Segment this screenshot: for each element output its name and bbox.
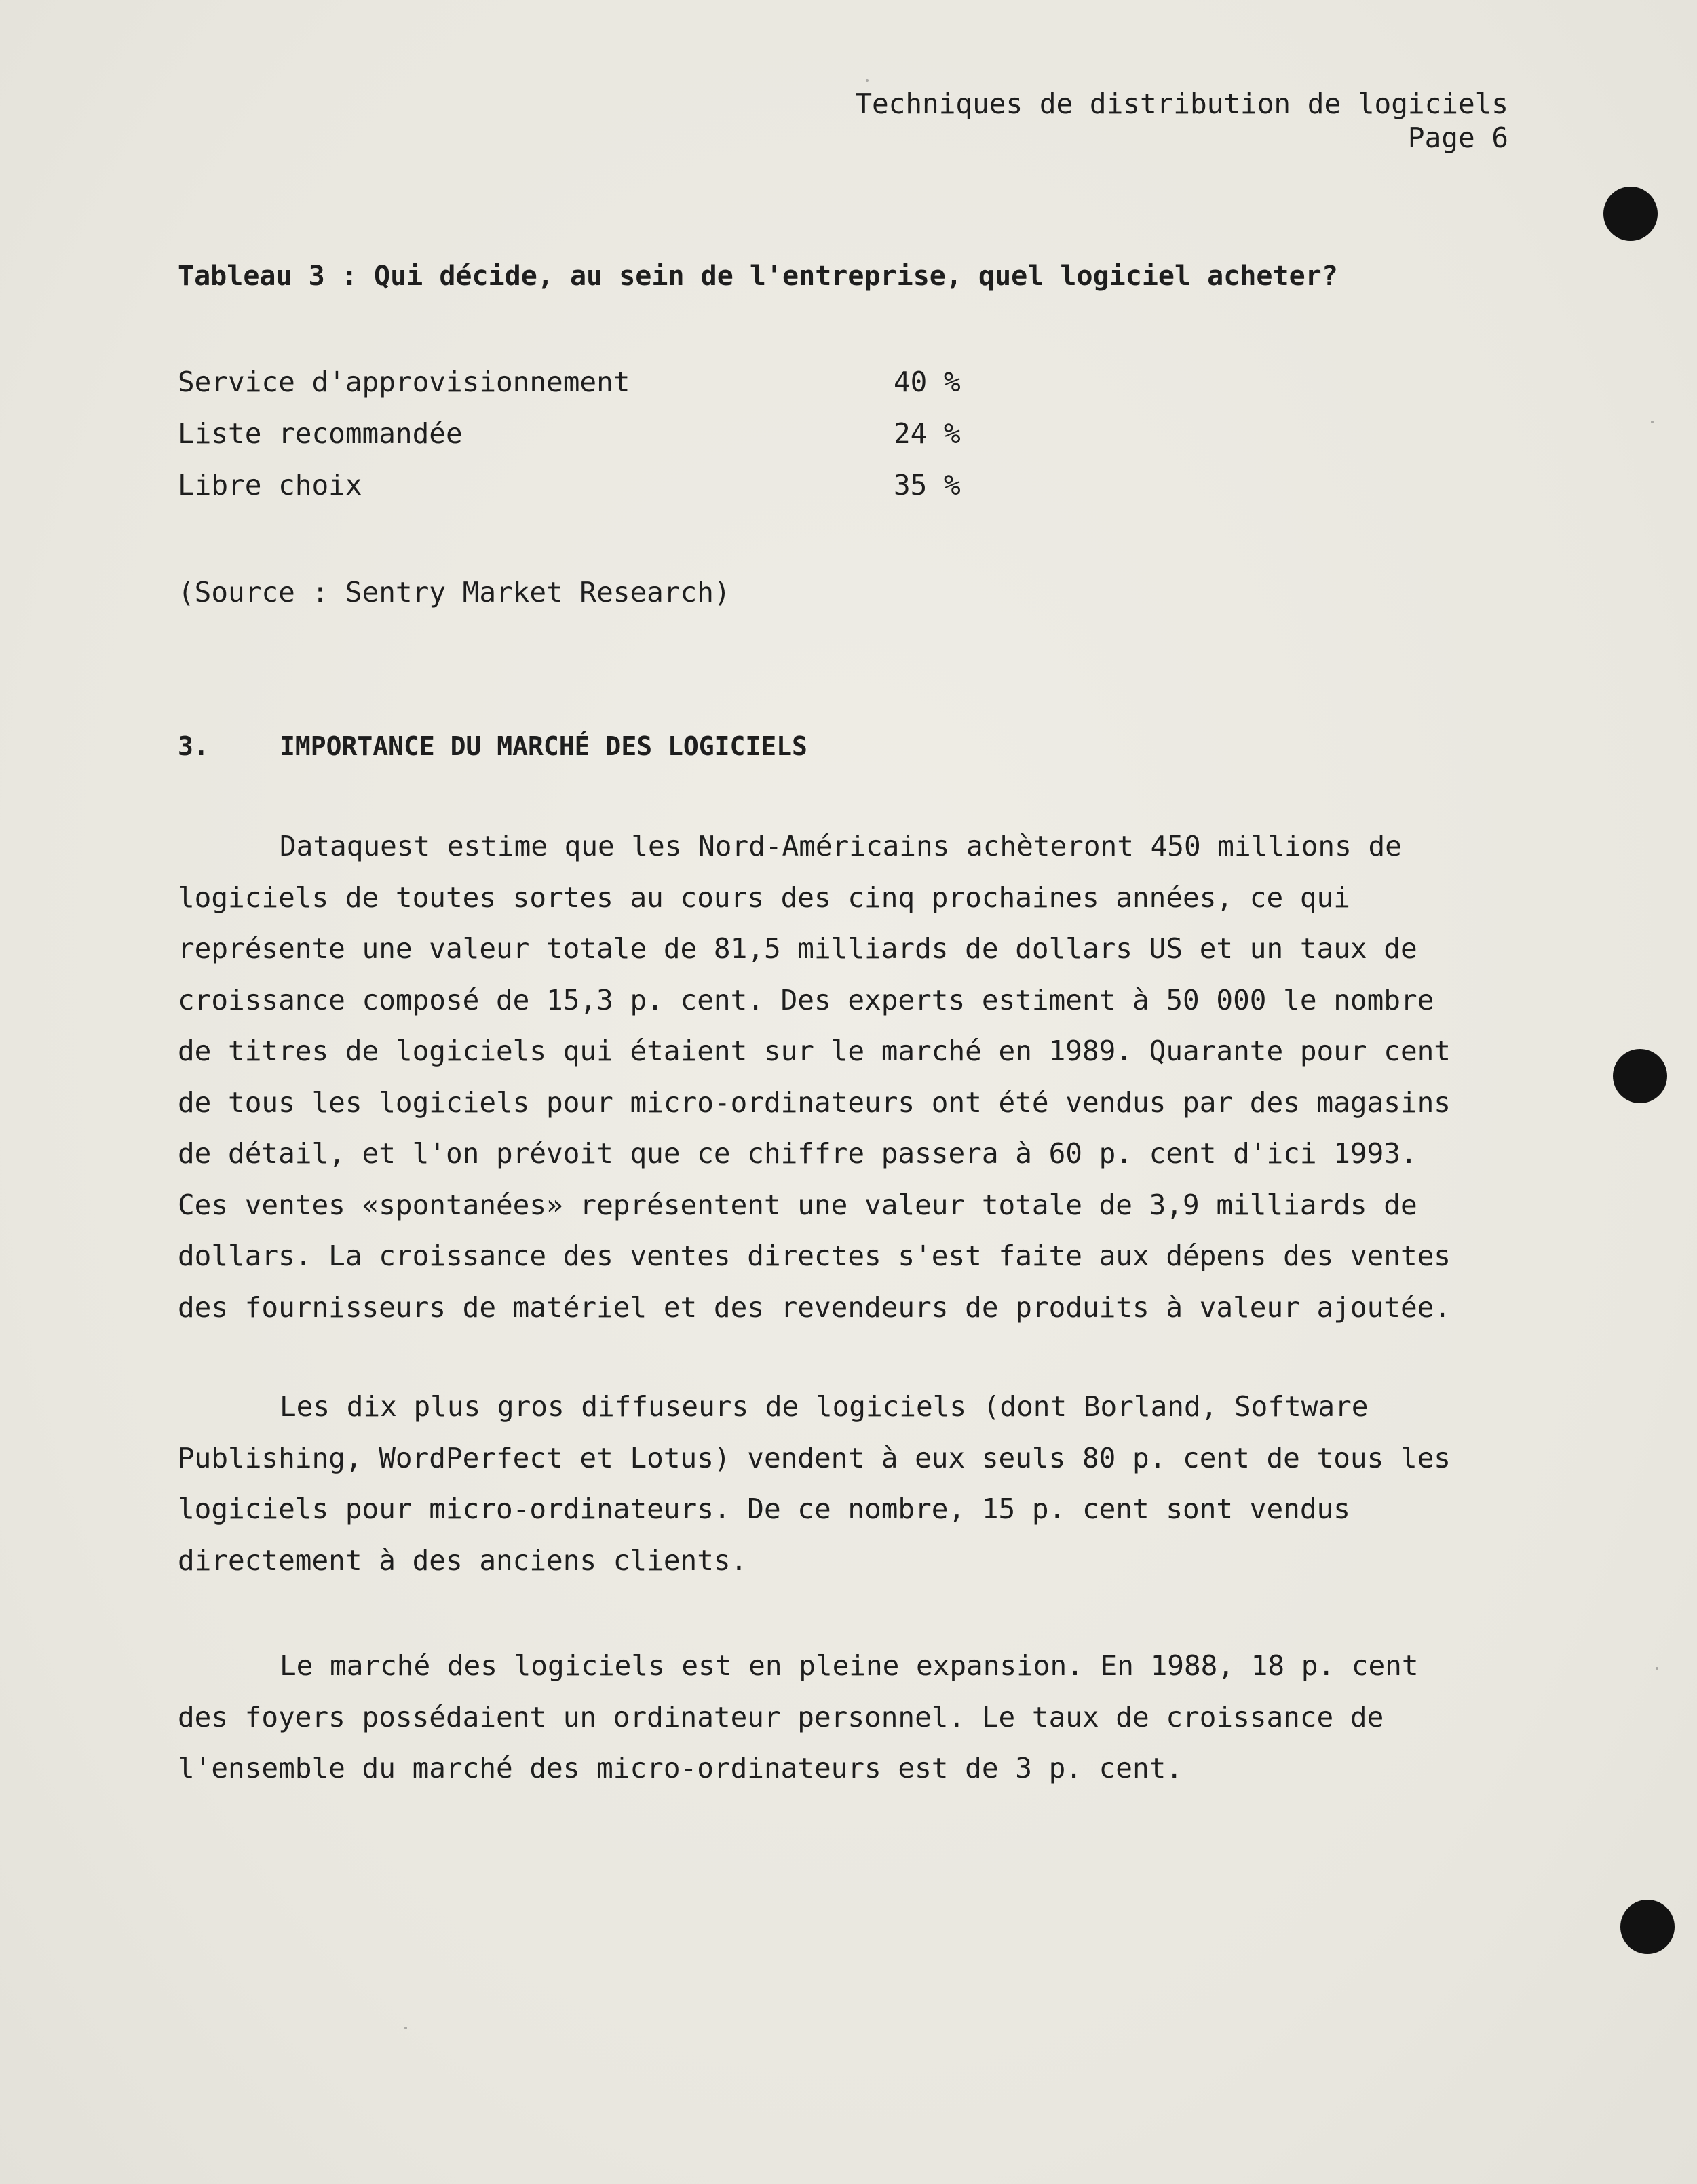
paper-speck	[1651, 421, 1654, 423]
text-line: logiciels pour micro-ordinateurs. De ce nombre, 15 p. cent sont vendus	[178, 1493, 1350, 1525]
section-heading	[178, 731, 807, 761]
text-line: Les dix plus gros diffuseurs de logiciels (dont Borland, Software	[280, 1390, 1369, 1423]
text-line: croissance composé de 15,3 p. cent. Des experts estiment à 50 000 le nombre	[178, 983, 1434, 1016]
section-title: IMPORTANCE DU MARCHÉ DES LOGICIELS	[280, 731, 807, 761]
text-line: Le marché des logiciels est en pleine expansion. En 1988, 18 p. cent	[280, 1649, 1419, 1682]
table-source: (Source : Sentry Market Research)	[178, 576, 731, 609]
text-line: directement à des anciens clients.	[178, 1544, 748, 1577]
binder-hole-top	[1603, 187, 1658, 241]
text-line: de titres de logiciels qui étaient sur le marché en 1989. Quarante pour cent	[178, 1035, 1451, 1067]
section-number: 3.	[178, 731, 209, 761]
row-value: 35 %	[894, 469, 961, 501]
table-title: Tableau 3 : Qui décide, au sein de l'entreprise, quel logiciel acheter?	[178, 261, 1338, 292]
row-label: Liste recommandée	[178, 417, 463, 450]
paragraph	[178, 1381, 1508, 1586]
text-line: de tous les logiciels pour micro-ordinateurs ont été vendus par des magasins	[178, 1086, 1451, 1119]
table	[178, 365, 992, 520]
table-row	[178, 468, 992, 520]
text-line: Dataquest estime que les Nord-Américains achèteront 450 millions de	[280, 830, 1402, 862]
paragraph	[178, 821, 1508, 1333]
row-value: 40 %	[894, 366, 961, 398]
row-value: 24 %	[894, 417, 961, 450]
table-row	[178, 365, 992, 417]
text-line: représente une valeur totale de 81,5 milliards de dollars US et un taux de	[178, 932, 1417, 965]
text-line: Publishing, WordPerfect et Lotus) vendent à eux seuls 80 p. cent de tous les	[178, 1441, 1451, 1474]
text-line: des foyers possédaient un ordinateur personnel. Le taux de croissance de	[178, 1700, 1384, 1733]
paper-speck	[404, 2027, 407, 2029]
paper-speck	[1656, 1667, 1658, 1670]
page-header	[855, 87, 1508, 155]
document-title: Techniques de distribution de logiciels	[855, 88, 1508, 120]
text-line: l'ensemble du marché des micro-ordinateurs est de 3 p. cent.	[178, 1752, 1183, 1784]
text-line: Ces ventes «spontanées» représentent une valeur totale de 3,9 milliards de	[178, 1188, 1417, 1221]
paragraph	[178, 1641, 1508, 1795]
row-label: Libre choix	[178, 469, 362, 501]
page-number: Page 6	[1407, 121, 1508, 154]
text-line: des fournisseurs de matériel et des revendeurs de produits à valeur ajoutée.	[178, 1290, 1451, 1324]
text-line: dollars. La croissance des ventes directes s'est faite aux dépens des ventes	[178, 1240, 1451, 1272]
binder-hole-middle	[1613, 1049, 1667, 1103]
binder-hole-bottom	[1620, 1900, 1675, 1954]
text-line: logiciels de toutes sortes au cours des cinq prochaines années, ce qui	[178, 881, 1350, 914]
text-line: de détail, et l'on prévoit que ce chiffre passera à 60 p. cent d'ici 1993.	[178, 1137, 1417, 1170]
row-label: Service d'approvisionnement	[178, 366, 630, 398]
paper-speck	[866, 79, 869, 82]
table-row	[178, 417, 992, 468]
